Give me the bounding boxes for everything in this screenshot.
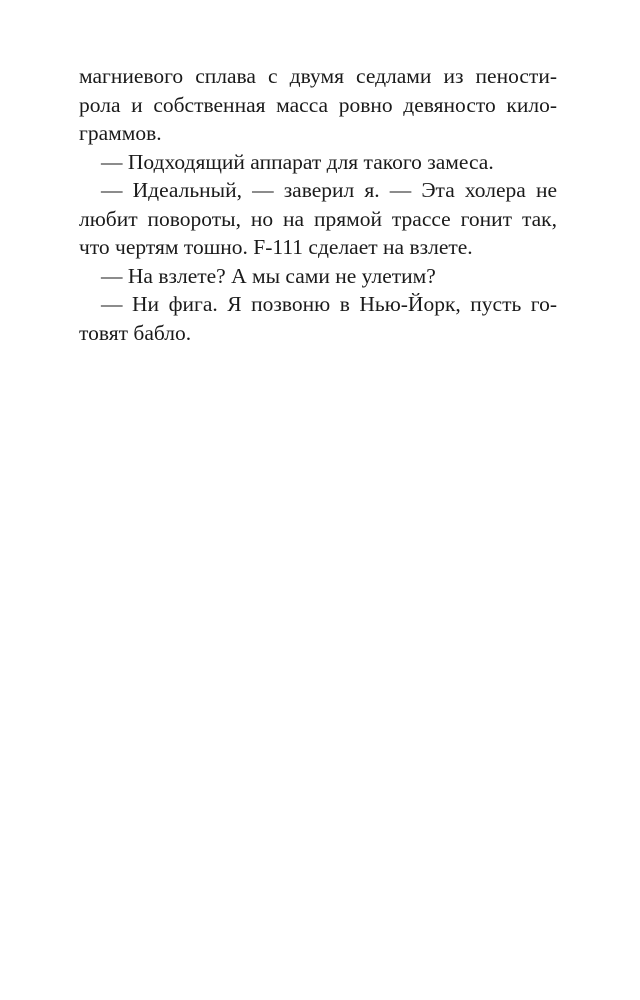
text-line: — Идеальный, — заверил я. — Эта холера не: [101, 178, 557, 202]
text-line: магниевого сплава с двумя седлами из пености-: [79, 64, 557, 88]
text-line: — На взлете? А мы сами не улетим?: [101, 263, 436, 288]
page-text-block: [79, 62, 557, 347]
text-line: рола и собственная масса ровно девяносто кило-: [79, 92, 557, 117]
text-line: — Ни фига. Я позвоню в Нью-Йорк, пусть го-: [101, 292, 557, 316]
text-line: что чертям тошно. F-111 сделает на взлете.: [79, 235, 473, 259]
text-line: любит повороты, но на прямой трассе гонит так,: [79, 206, 557, 231]
text-line: — Подходящий аппарат для такого замеса.: [101, 149, 494, 174]
text-line: товят бабло.: [79, 320, 192, 345]
text-line: граммов.: [79, 121, 162, 145]
